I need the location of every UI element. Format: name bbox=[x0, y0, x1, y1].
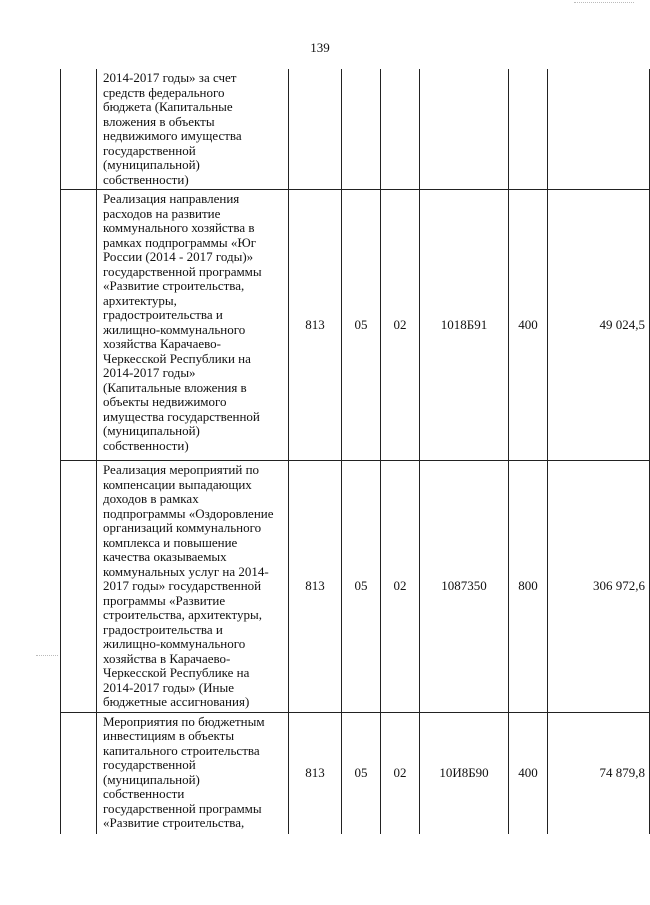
target-article-cell: 1087350 bbox=[420, 461, 509, 713]
description-text: 2014-2017 годы» за счет средств федерального бюджета (Капитальные вложения в объекты недвижимого имущества государственной (муниципальной) собственности) bbox=[103, 70, 242, 187]
table-row bbox=[61, 461, 650, 713]
description-cell bbox=[97, 712, 289, 834]
scan-edge-mark bbox=[36, 655, 58, 666]
expense-type-cell: 800 bbox=[509, 461, 548, 713]
ministry-code-cell bbox=[289, 69, 342, 190]
row-number-cell bbox=[61, 190, 97, 461]
page-number: 139 bbox=[310, 40, 330, 55]
description-text: Реализация направления расходов на развитие коммунального хозяйства в рамках подпрограммы «Юг России (2014 - 2017 годы)» государственной программы «Развитие строительства, архитектуры, градостроительства и жилищно-коммунального хозяйства Карачаево- Черкесской Республики на 2014-2017 годы» (Капитальные вложения в объекты недвижимого имущества государственной (муниципальной) собственности) bbox=[103, 191, 262, 453]
description-cell bbox=[97, 69, 289, 190]
expense-type-cell bbox=[509, 69, 548, 190]
section-cell bbox=[342, 69, 381, 190]
subsection-cell: 02 bbox=[381, 190, 420, 461]
scan-corner-mark bbox=[574, 2, 634, 4]
amount-cell: 306 972,6 bbox=[548, 461, 650, 713]
target-article-cell bbox=[420, 69, 509, 190]
expense-type-cell: 400 bbox=[509, 190, 548, 461]
row-number-cell bbox=[61, 461, 97, 713]
target-article-cell: 1018Б91 bbox=[420, 190, 509, 461]
subsection-cell: 02 bbox=[381, 461, 420, 713]
table-row bbox=[61, 712, 650, 834]
amount-cell bbox=[548, 69, 650, 190]
budget-table bbox=[60, 69, 650, 834]
subsection-cell bbox=[381, 69, 420, 190]
subsection-cell: 02 bbox=[381, 712, 420, 834]
ministry-code-cell: 813 bbox=[289, 712, 342, 834]
target-article-cell: 10И8Б90 bbox=[420, 712, 509, 834]
table-row bbox=[61, 190, 650, 461]
table-row bbox=[61, 69, 650, 190]
section-cell: 05 bbox=[342, 461, 381, 713]
row-number-cell bbox=[61, 69, 97, 190]
ministry-code-cell: 813 bbox=[289, 190, 342, 461]
description-text: Мероприятия по бюджетным инвестициям в объекты капитального строительства государственной (муниципальной) собственности государственной программы «Развитие строительства, bbox=[103, 713, 265, 830]
amount-cell: 49 024,5 bbox=[548, 190, 650, 461]
row-number-cell bbox=[61, 712, 97, 834]
amount-cell: 74 879,8 bbox=[548, 712, 650, 834]
description-text: Реализация мероприятий по компенсации выпадающих доходов в рамках подпрограммы «Оздоровление организаций коммунального комплекса и повышение качества оказываемых коммунальных услуг на 2014- 2017 годы» государственной программы «Развитие строительства, архитектуры, градостроительства и жилищно-коммунального хозяйства в Карачаево- Черкесской Республике на 2014-2017 годы» (Иные бюджетные ассигнования) bbox=[103, 462, 274, 709]
ministry-code-cell: 813 bbox=[289, 461, 342, 713]
section-cell: 05 bbox=[342, 190, 381, 461]
description-cell bbox=[97, 461, 289, 713]
description-cell bbox=[97, 190, 289, 461]
section-cell: 05 bbox=[342, 712, 381, 834]
expense-type-cell: 400 bbox=[509, 712, 548, 834]
